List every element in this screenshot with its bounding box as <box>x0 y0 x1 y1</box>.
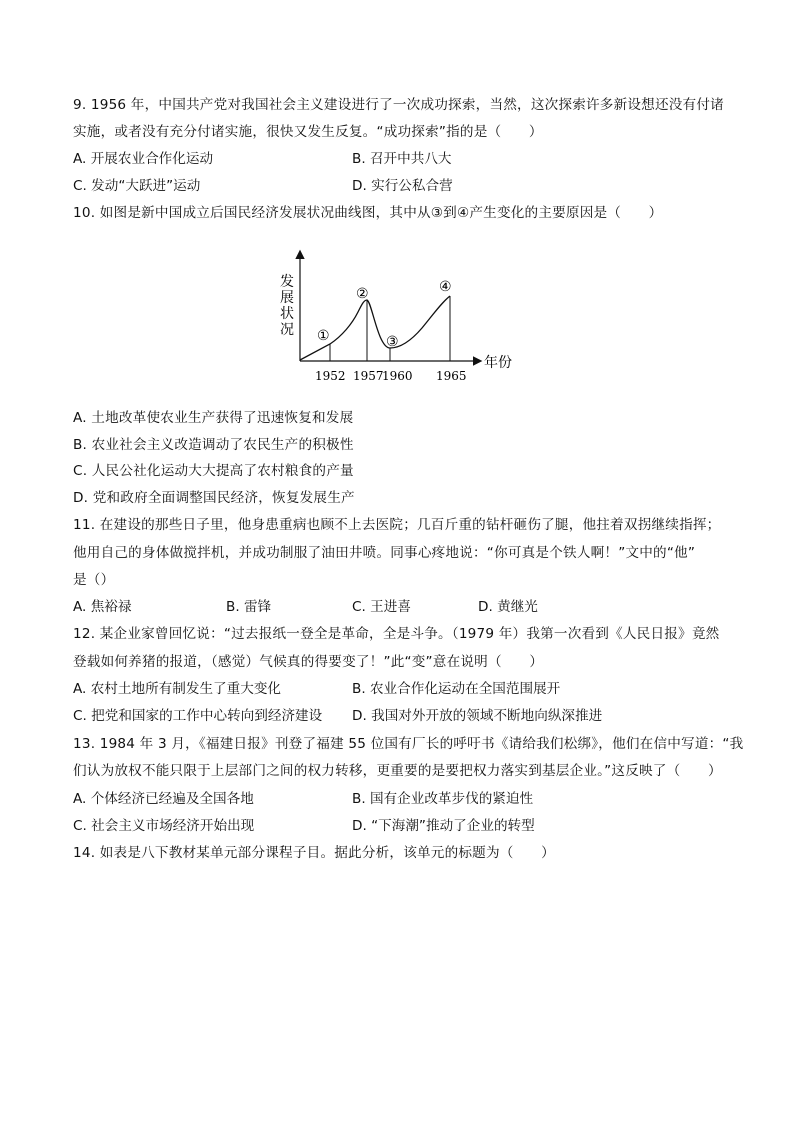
q11-option-d: D. 黄继光 <box>478 599 538 615</box>
point-label-2: ② <box>356 286 369 302</box>
q11-stem-line3: 是（） <box>73 572 115 588</box>
q9-option-d: D. 实行公私合营 <box>352 178 453 194</box>
q13-stem-line2: 们认为放权不能只限于上层部门之间的权力转移，更重要的是要把权力落实到基层企业。”这反映了（ ） <box>73 763 722 779</box>
q9-option-a: A. 开展农业合作化运动 <box>73 151 214 167</box>
q10-option-b: B. 农业社会主义改造调动了农民生产的积极性 <box>73 437 354 453</box>
q13-option-c: C. 社会主义市场经济开始出现 <box>73 818 255 834</box>
point-label-3: ③ <box>386 334 399 350</box>
q12-option-c: C. 把党和国家的工作中心转向到经济建设 <box>73 708 323 724</box>
q14-stem: 14. 如表是八下教材某单元部分课程子目。据此分析，该单元的标题为（ ） <box>73 845 555 861</box>
q11-option-b: B. 雷锋 <box>226 599 272 615</box>
q11-option-c: C. 王进喜 <box>352 599 411 615</box>
q9-option-b: B. 召开中共八大 <box>352 151 452 167</box>
y-label-char-2: 展 <box>280 290 294 306</box>
q13-stem-line1: 13. 1984 年 3 月，《福建日报》刊登了福建 55 位国有厂长的呼吁书《请给我们松绑》，他们在信中写道：“我 <box>73 736 744 752</box>
y-label-char-3: 状 <box>280 306 294 322</box>
q13-option-b: B. 国有企业改革步伐的紧迫性 <box>352 791 534 807</box>
q13-option-a: A. 个体经济已经遍及全国各地 <box>73 791 254 807</box>
y-label-char-1: 发 <box>280 274 294 290</box>
q12-option-d: D. 我国对外开放的领域不断地向纵深推进 <box>352 708 603 724</box>
q11-stem-line2: 他用自己的身体做搅拌机，并成功制服了油田井喷。同事心疼地说：“你可真是个铁人啊！”文中的“他” <box>73 545 696 561</box>
q12-stem-line2: 登载如何养猪的报道，（感觉）气候真的得要变了！”此“变”意在说明（ ） <box>73 654 544 670</box>
q11-option-a: A. 焦裕禄 <box>73 599 132 615</box>
year-label-1957: 1957 <box>353 369 384 383</box>
q12-stem-line1: 12. 某企业家曾回忆说：“过去报纸一登全是革命，全是斗争。（1979 年）我第一次看到《人民日报》竟然 <box>73 626 720 642</box>
q12-option-b: B. 农业合作化运动在全国范围展开 <box>352 681 561 697</box>
year-label-1952: 1952 <box>315 369 346 383</box>
q10-option-a: A. 土地改革使农业生产获得了迅速恢复和发展 <box>73 410 354 426</box>
q12-option-a: A. 农村土地所有制发生了重大变化 <box>73 681 282 697</box>
y-label-char-4: 况 <box>280 322 294 338</box>
q9-stem-line1: 9. 1956 年，中国共产党对我国社会主义建设进行了一次成功探索，当然，这次探索许多新设想还没有付诸 <box>73 97 724 113</box>
q10-option-d: D. 党和政府全面调整国民经济，恢复发展生产 <box>73 490 355 506</box>
x-axis-label: 年份 <box>484 355 512 371</box>
q11-stem-line1: 11. 在建设的那些日子里，他身患重病也顾不上去医院；几百斤重的钻杆砸伤了腿，他拄着双拐继续指挥； <box>73 517 721 533</box>
q10-stem: 10. 如图是新中国成立后国民经济发展状况曲线图，其中从③到④产生变化的主要原因是（ ） <box>73 205 663 221</box>
q10-option-c: C. 人民公社化运动大大提高了农村粮食的产量 <box>73 463 354 479</box>
point-label-4: ④ <box>439 279 452 295</box>
q9-stem-line2: 实施，或者没有充分付诸实施，很快又发生反复。“成功探索”指的是（ ） <box>73 124 543 140</box>
economy-curve-figure <box>270 240 530 390</box>
q9-option-c: C. 发动“大跃进”运动 <box>73 178 201 194</box>
point-label-1: ① <box>317 328 330 344</box>
q13-option-d: D. “下海潮”推动了企业的转型 <box>352 818 535 834</box>
year-label-1960: 1960 <box>382 369 413 383</box>
year-label-1965: 1965 <box>436 369 467 383</box>
